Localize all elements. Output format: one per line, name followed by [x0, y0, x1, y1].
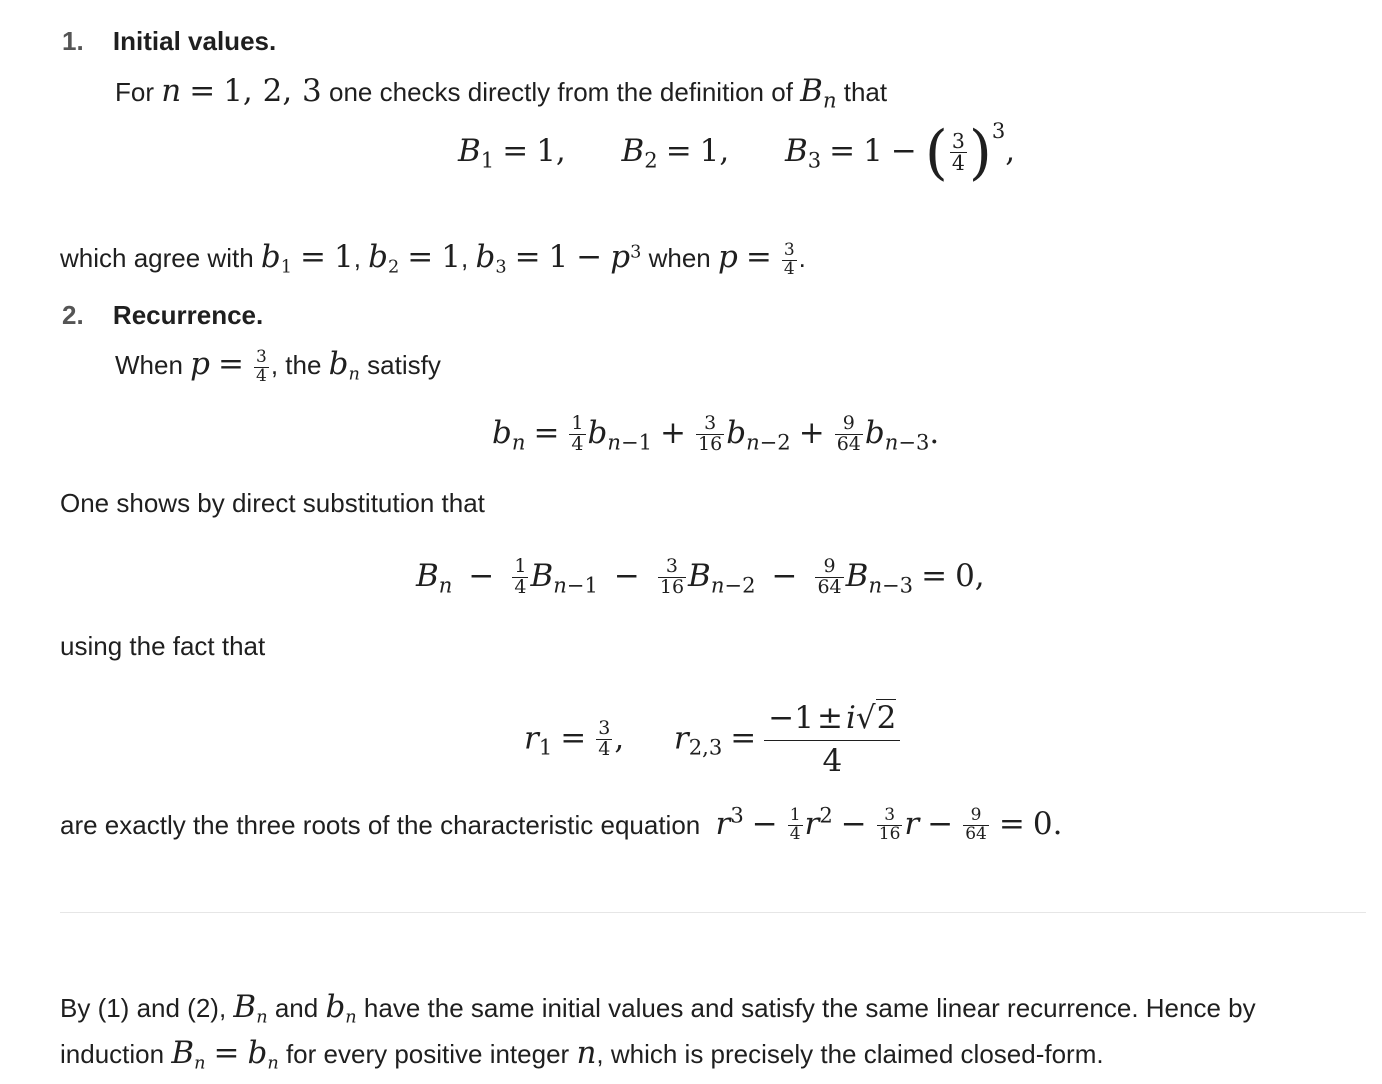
section-2-title: Recurrence.: [112, 300, 264, 330]
conclusion-mid: and: [274, 993, 319, 1023]
conclusion2-prefix: induction: [60, 1039, 165, 1069]
roots-text: are exactly the three roots of the characteristic equation: [60, 810, 701, 840]
intro-mid: one checks directly from the definition of: [329, 77, 793, 107]
conclusion-suffix: have the same initial values and satisfy the same linear recurrence. Hence by: [363, 993, 1256, 1023]
section-1-intro: For n = 1, 2, 3 one checks directly from the definition of $B_n$ that: [115, 73, 888, 113]
agree-line: which agree with $b_1 = 1$, $b_2 = 1$, $b_3 = 1 - p^3$ when p = $\frac{3}{4}$ .: [60, 239, 806, 279]
math-Bn: $B_n$: [800, 73, 837, 113]
conclusion2-suffix: , which is precisely the claimed closed-form.: [596, 1039, 1104, 1069]
conclusion-line-2: induction $B_n = b_n$ for every positive integer n, which is precisely the claimed closed-form.: [60, 1035, 1104, 1074]
substitution-equation: $B_n$ − $\frac{1}{4}$ $B_{n-1}$ − $\frac{3}{16}$ $B_{n-2}$ − $\frac{9}{64}$ $B_{n-3} = 0$,: [416, 555, 985, 598]
recurrence-equation: $b_n$ = $\frac{1}{4}$ $b_{n-1}$ + $\frac{3}{16}$ $b_{n-2}$ + $\frac{9}{64}$ $b_{n-3}$.: [492, 412, 940, 455]
initial-values-equation: $B_1 = 1$, $B_2 = 1$, $B_3 = 1$ − ( $\frac{3}{4}$ )$^3$,: [458, 117, 1016, 187]
intro2-suffix: satisfy: [367, 350, 441, 380]
section-1-number: 1.: [62, 26, 84, 56]
conclusion-prefix: By (1) and (2),: [60, 993, 227, 1023]
section-1-heading: [62, 25, 276, 58]
conclusion-line-1: By (1) and (2), $B_n$ and $b_n$ have the same initial values and satisfy the same linear recurrence. Hence by: [60, 989, 1256, 1028]
section-1-title: Initial values.: [112, 26, 277, 56]
fact-text: using the fact that: [60, 631, 266, 661]
agree-mid: when: [648, 243, 711, 273]
divider: [60, 912, 1366, 913]
section-2-number: 2.: [62, 300, 84, 330]
section-2-heading: [62, 299, 263, 332]
math-n: n: [161, 73, 182, 109]
agree-prefix: which agree with: [60, 243, 254, 273]
substitution-text: One shows by direct substitution that: [60, 488, 485, 518]
roots-line: [60, 802, 1063, 844]
intro2-mid: , the: [270, 350, 322, 380]
intro2-prefix: When: [115, 350, 183, 380]
math-values: 1, 2, 3: [223, 73, 322, 109]
intro-prefix: For: [115, 77, 154, 107]
characteristic-equation: $r^3$ − $\frac{1}{4}$ $r^2$ − $\frac{3}{16}$ r − $\frac{9}{64}$ = 0.: [715, 802, 1063, 844]
section-2-intro: When p = $\frac{3}{4}$ , the $b_n$ satisfy: [115, 346, 441, 386]
roots-equation: $r_1$ = $\frac{3}{4}$ , $r_{2,3}$ = $\frac{-1\pm i√2}{4}$: [524, 698, 900, 782]
conclusion2-mid: for every positive integer: [285, 1039, 570, 1069]
intro-suffix: that: [843, 77, 888, 107]
